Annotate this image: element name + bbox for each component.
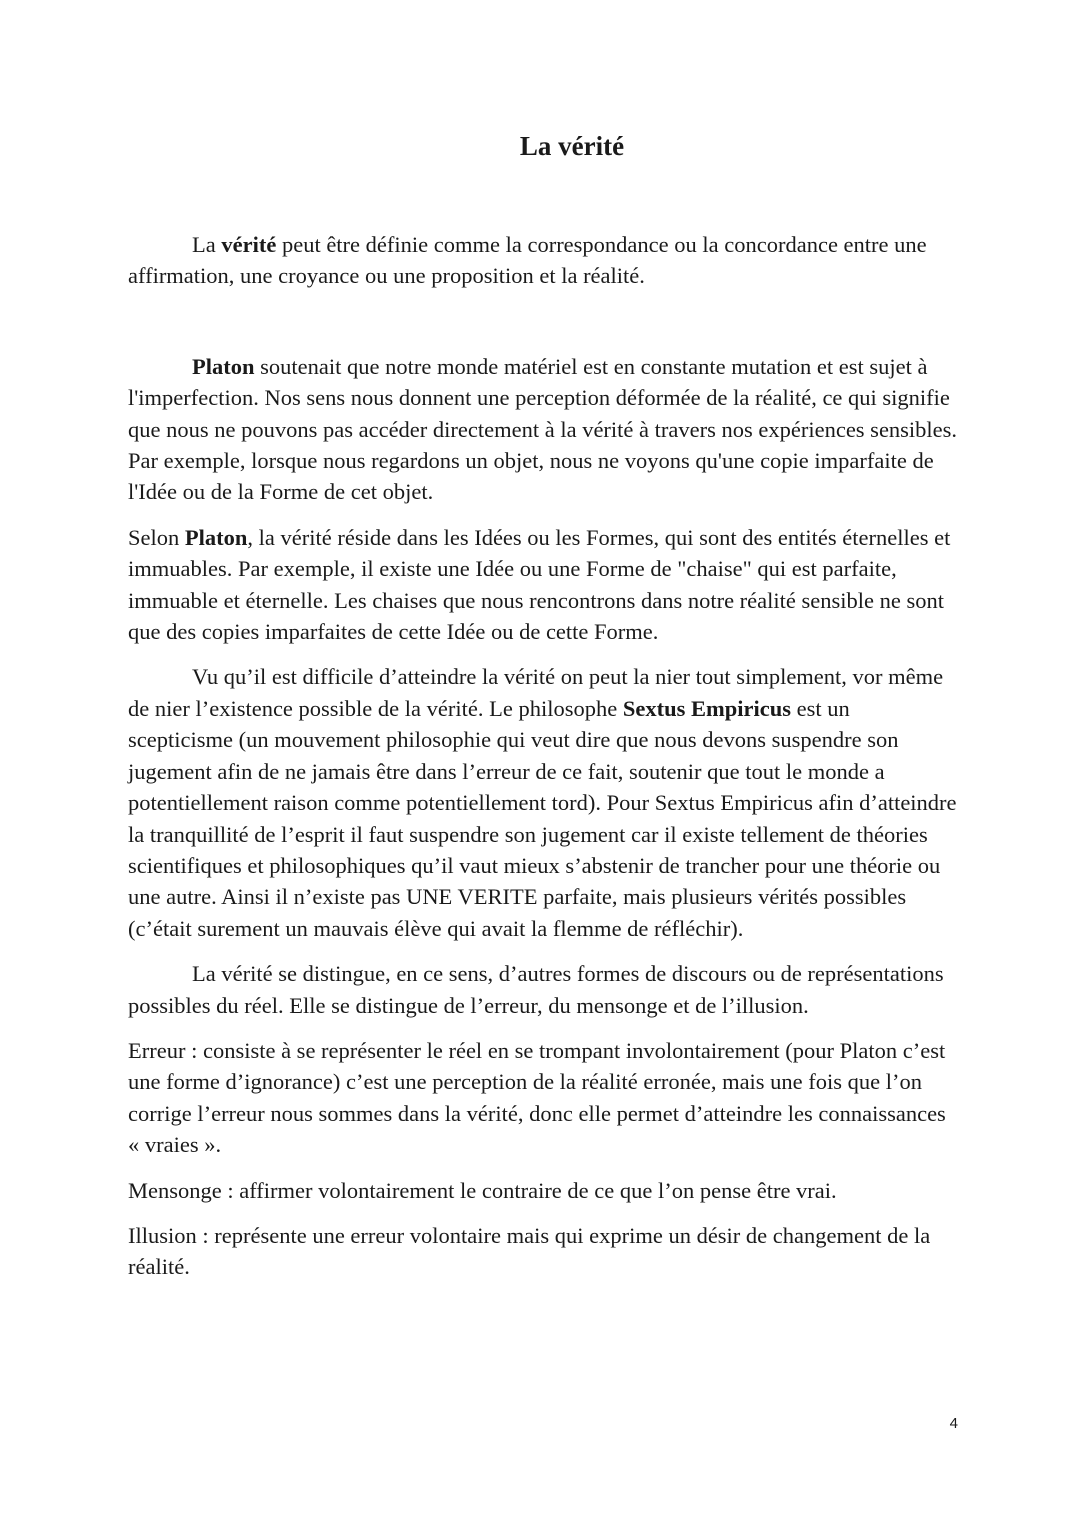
name-sextus-empiricus: Sextus Empiricus [622,695,791,721]
name-platon: Platon [184,524,248,550]
paragraph-platon-monde: Platon soutenait que notre monde matériel est en constante mutation et est sujet à l'imperfection. Nos sens nous donnent une perception déformée de la réalité, ce qui signifie que nous ne pouvons pas accéder directement à la vérité à travers nos expériences sensibles. Par exemple, lorsque nous regardons un objet, nous ne voyons qu'une copie imparfaite de l'Idée ou de la Forme de cet objet. [128,353,958,505]
paragraph-illusion: Illusion : représente une erreur volontaire mais qui exprime un désir de changement de la réalité. [128,1222,931,1280]
paragraph-sextus-empiricus: Vu qu’il est difficile d’atteindre la vérité on peut la nier tout simplement, vor même de nier l’existence possible de la vérité. Le philosophe Sextus Empiricus est un scepticisme (un mouvement philosophie qui veut dire que nous devons suspendre son jugement afin de ne jamais être dans l’erreur de ce fait, soutenir que tout le monde a potentiellement raison comme potentiellement tord). Pour Sextus Empiricus afin d’atteindre la tranquillité de l’esprit il faut suspendre son jugement car il existe tellement de théories scientifiques et philosophiques qu’il vaut mieux s’abstenir de trancher pour une théorie ou une autre. Ainsi il n’existe pas UNE VERITE parfaite, mais plusieurs vérités possibles (c’était surement un mauvais élève qui avait la flemme de réfléchir). [128,664,957,941]
paragraph-mensonge: Mensonge : affirmer volontairement le contraire de ce que l’on pense être vrai. [128,1177,837,1203]
page-number: 4 [949,1415,958,1432]
document-body [128,229,958,1283]
name-platon: Platon [192,353,255,379]
paragraph-platon-idees: Selon Platon, la vérité réside dans les Idées ou les Formes, qui sont des entités éternelles et immuables. Par exemple, il existe une Idée ou une Forme de "chaise" qui est parfaite, immuable et éternelle. Les chaises que nous rencontrons dans notre réalité sensible ne sont que des copies imparfaites de cette Idée ou de cette Forme. [128,524,951,645]
paragraph-distinction: La vérité se distingue, en ce sens, d’autres formes de discours ou de représentations possibles du réel. Elle se distingue de l’erreur, du mensonge et de l’illusion. [128,961,944,1018]
page-title: La vérité [519,131,625,161]
paragraph-erreur: Erreur : consiste à se représenter le réel en se trompant involontairement (pour Platon c’est une forme d’ignorance) c’est une perception de la réalité erronée, mais une fois que l’on corrige l’erreur nous sommes dans la vérité, donc elle permet d’atteindre les connaissances « vraies ». [128,1037,946,1158]
paragraph-definition: La vérité peut être définie comme la correspondance ou la concordance entre une affirmation, une croyance ou une proposition et la réalité. [128,232,927,289]
term-verite: vérité [221,232,277,257]
